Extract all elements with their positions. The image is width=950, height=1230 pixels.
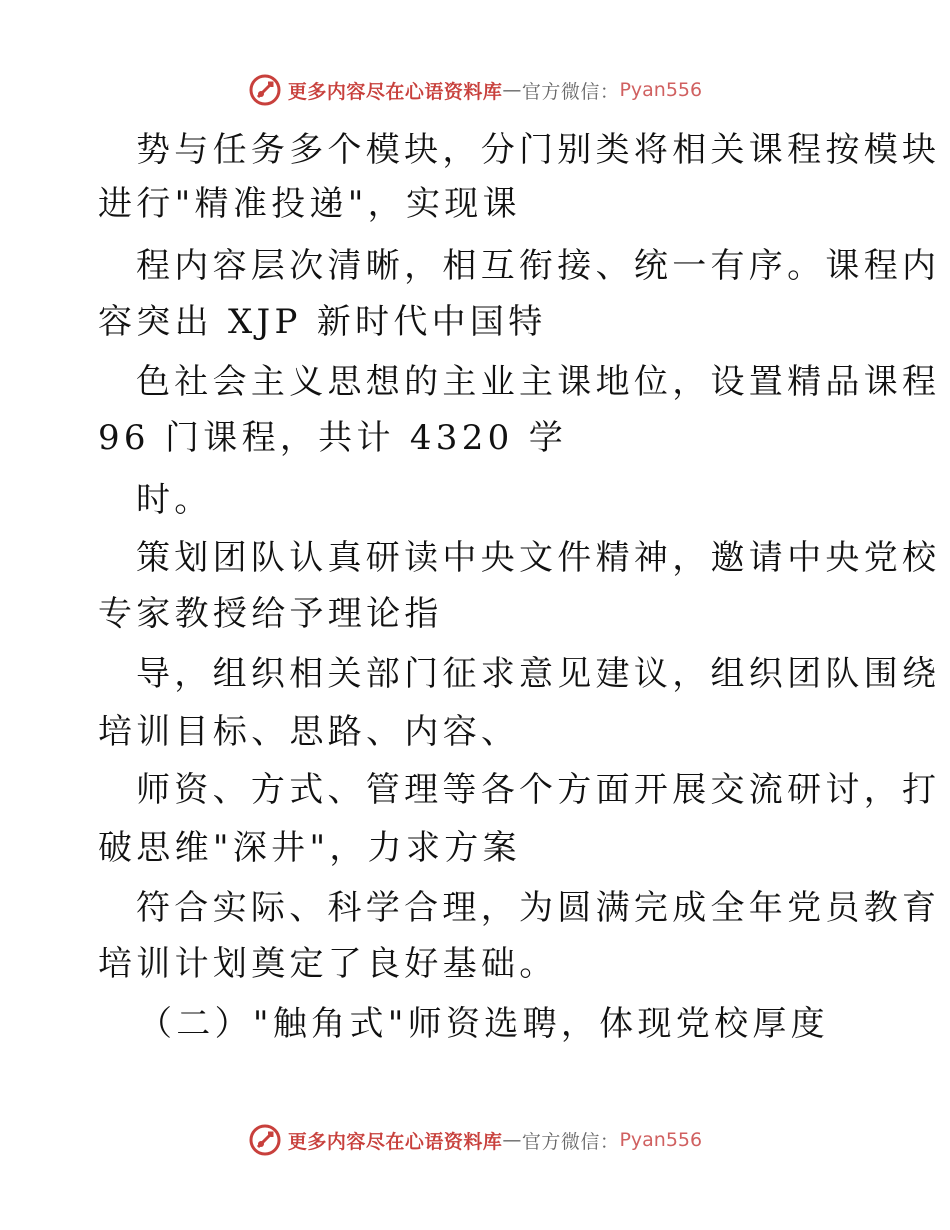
watermark-main-text: 更多内容尽在心语资料库 bbox=[287, 1130, 503, 1153]
text-line: 师资、方式、管理等各个方面开展交流研讨，打 bbox=[136, 770, 941, 810]
text-line: 破思维"深井"，力求方案 bbox=[98, 828, 521, 868]
text-line: 进行"精准投递"，实现课 bbox=[98, 184, 521, 224]
text-line: 专家教授给予理论指 bbox=[98, 594, 443, 634]
text-line: 导，组织相关部门征求意见建议，组织团队围绕 bbox=[136, 654, 941, 694]
text-line: 势与任务多个模块，分门别类将相关课程按模块 bbox=[136, 130, 941, 170]
brand-logo-icon bbox=[248, 1123, 282, 1157]
brand-logo-icon bbox=[248, 73, 282, 107]
watermark-wechat-id: Pyan556 bbox=[619, 1129, 703, 1151]
text-line: 容突出 XJP 新时代中国特 bbox=[98, 302, 547, 342]
text-line: 色社会主义思想的主业主课地位，设置精品课程 bbox=[136, 362, 941, 402]
watermark-sub-text: 官方微信： bbox=[521, 80, 620, 103]
text-line: 时。 bbox=[136, 480, 213, 520]
text-line: 培训计划奠定了良好基础。 bbox=[98, 944, 558, 984]
text-line: 策划团队认真研读中央文件精神，邀请中央党校 bbox=[136, 538, 941, 578]
watermark-main-text: 更多内容尽在心语资料库 bbox=[287, 80, 503, 103]
text-line: 96 门课程，共计 4320 学 bbox=[98, 418, 568, 458]
footer-watermark bbox=[0, 1120, 950, 1160]
watermark-dash: — bbox=[502, 1129, 522, 1151]
text-line: 培训目标、思路、内容、 bbox=[98, 712, 520, 752]
header-watermark bbox=[0, 70, 950, 110]
text-line: 程内容层次清晰，相互衔接、统一有序。课程内 bbox=[136, 246, 941, 286]
watermark-wechat-id: Pyan556 bbox=[619, 79, 703, 101]
watermark-dash: — bbox=[502, 79, 522, 101]
section-heading: （二）"触角式"师资选聘，体现党校厚度 bbox=[138, 1004, 829, 1044]
text-line: 符合实际、科学合理，为圆满完成全年党员教育 bbox=[136, 888, 941, 928]
watermark-sub-text: 官方微信： bbox=[521, 1130, 620, 1153]
